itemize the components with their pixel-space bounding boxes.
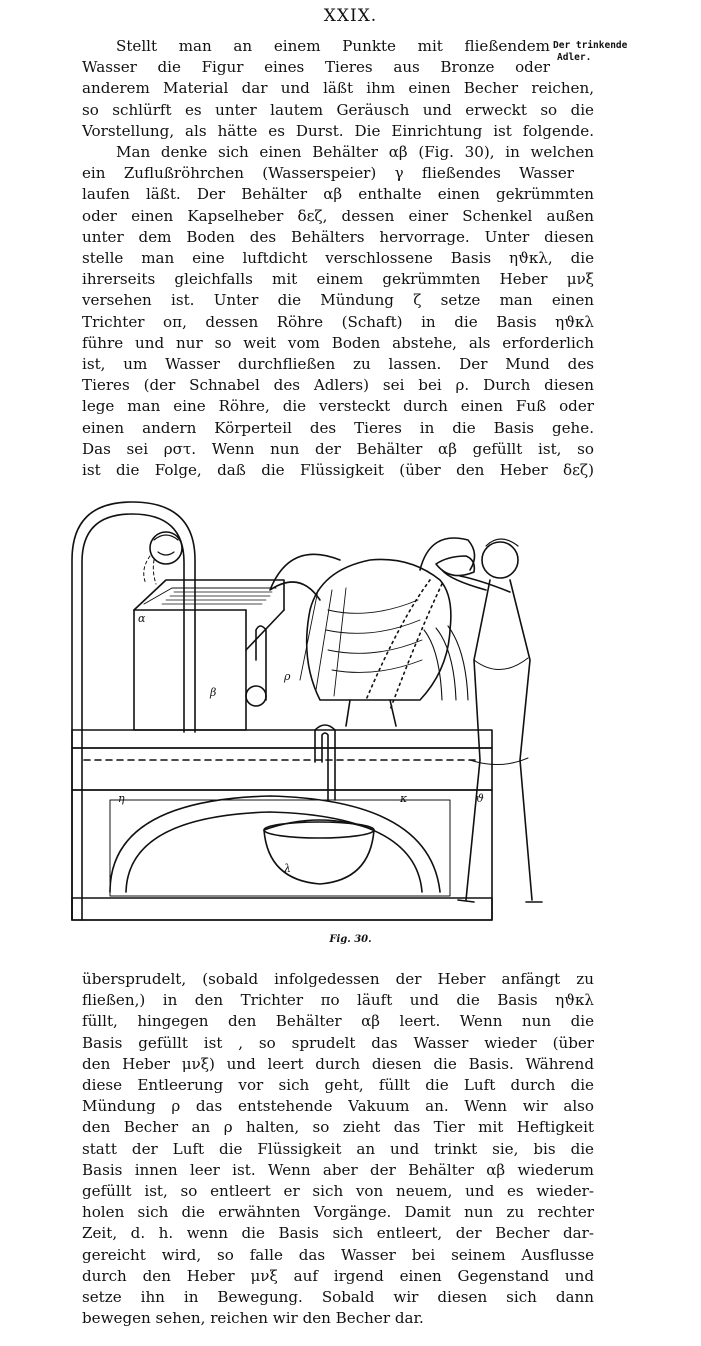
text-line: Stellt man an einem Punkte mit fließendem — [116, 37, 550, 55]
text-line: oder einen Kapselheber δεζ, dessen einer Schenkel außen — [82, 206, 594, 225]
drinking-eagle-illustration — [70, 500, 610, 930]
text-line: laufen läßt. Der Behälter αβ enthalte einen gekrümmten — [82, 185, 594, 204]
figure-letter: ρ — [284, 670, 291, 683]
text-line: Basis gefüllt ist , so sprudelt das Wasser wieder (über — [82, 1033, 594, 1052]
figure-letter: λ — [284, 862, 291, 875]
text-line: Vorstellung, als hätte es Durst. Die Einrichtung ist folgende. — [82, 121, 594, 140]
text-line: Basis innen leer ist. Wenn aber der Behälter αβ wiederum — [82, 1160, 594, 1179]
page-heading: XXIX. — [323, 6, 378, 26]
text-line: fließen,) in den Trichter πο läuft und die Basis ηϑκλ — [82, 991, 594, 1010]
text-line: gereicht wird, so falle das Wasser bei seinem Ausflusse — [82, 1245, 594, 1264]
figure-letter: κ — [400, 792, 408, 805]
text-line: den Heber μνξ) und leert durch diesen die Basis. Während — [82, 1054, 594, 1073]
text-line: Zeit, d. h. wenn die Basis sich entleert, der Becher dar- — [82, 1224, 594, 1243]
body-text-top — [82, 36, 594, 481]
text-line: füllt, hingegen den Behälter αβ leert. Wenn nun die — [82, 1012, 594, 1031]
body-text-bottom — [82, 969, 594, 1329]
text-line: ihrerseits gleichfalls mit einem gekrümmten Heber μνξ — [82, 270, 594, 289]
figure-letter: α — [138, 612, 146, 625]
text-line: ein Zuflußröhrchen (Wasserspeier) γ fließendes Wasser — [82, 164, 574, 183]
figure-letter: η — [118, 792, 125, 805]
figure-letter: β — [210, 686, 217, 699]
text-line: ist, um Wasser durchfließen zu lassen. Der Mund des — [82, 355, 594, 374]
figure-30 — [70, 500, 610, 930]
text-line: Das sei ρστ. Wenn nun der Behälter αβ gefüllt ist, so — [82, 439, 594, 458]
text-line: holen sich die erwähnten Vorgänge. Damit nun zu rechter — [82, 1203, 594, 1222]
text-line: durch den Heber μνξ auf irgend einen Gegenstand und — [82, 1266, 594, 1285]
text-line: gefüllt ist, so entleert er sich von neuem, und es wieder- — [82, 1182, 594, 1201]
text-line: bewegen sehen, reichen wir den Becher dar. — [82, 1309, 424, 1328]
figure-letter: ϑ — [476, 792, 484, 805]
text-line: lege man eine Röhre, die versteckt durch einen Fuß oder — [82, 397, 594, 416]
text-line: Mündung ρ das entstehende Vakuum an. Wenn wir also — [82, 1097, 594, 1116]
text-line: den Becher an ρ halten, so zieht das Tier mit Heftigkeit — [82, 1118, 594, 1137]
text-line: ist die Folge, daß die Flüssigkeit (über den Heber δεζ) — [82, 461, 594, 480]
text-line: einen andern Körperteil des Tieres in die Basis gehe. — [82, 418, 594, 437]
text-line: Wasser die Figur eines Tieres aus Bronze oder — [82, 58, 550, 77]
margin-note-line: Der trinkende — [553, 40, 628, 51]
text-line: so schlürft es unter lautem Geräusch und erweckt so die — [82, 100, 594, 119]
text-line: statt der Luft die Flüssigkeit an und trinkt sie, bis die — [82, 1139, 594, 1158]
figure-caption: Fig. 30. — [329, 934, 372, 945]
text-line: versehen ist. Unter die Mündung ζ setze man einen — [82, 291, 594, 310]
margin-note-line: Adler. — [557, 52, 592, 63]
text-line: Man denke sich einen Behälter αβ (Fig. 30), in welchen — [116, 143, 594, 162]
text-line: übersprudelt, (sobald infolgedessen der Heber anfängt zu — [82, 970, 594, 988]
text-line: stelle man eine luftdicht verschlossene Basis ηϑκλ, die — [82, 249, 594, 268]
text-line: setze ihn in Bewegung. Sobald wir diesen sich dann — [82, 1288, 594, 1307]
text-line: Tieres (der Schnabel des Adlers) sei bei ρ. Durch diesen — [82, 376, 594, 395]
text-line: unter dem Boden des Behälters hervorrage. Unter diesen — [82, 227, 594, 246]
text-line: anderem Material dar und läßt ihm einen Becher reichen, — [82, 79, 594, 98]
text-line: führe und nur so weit vom Boden abstehe, als erforderlich — [82, 333, 594, 352]
text-line: Trichter οπ, dessen Röhre (Schaft) in die Basis ηϑκλ — [82, 312, 594, 331]
text-line: diese Entleerung vor sich geht, füllt die Luft durch die — [82, 1076, 594, 1095]
